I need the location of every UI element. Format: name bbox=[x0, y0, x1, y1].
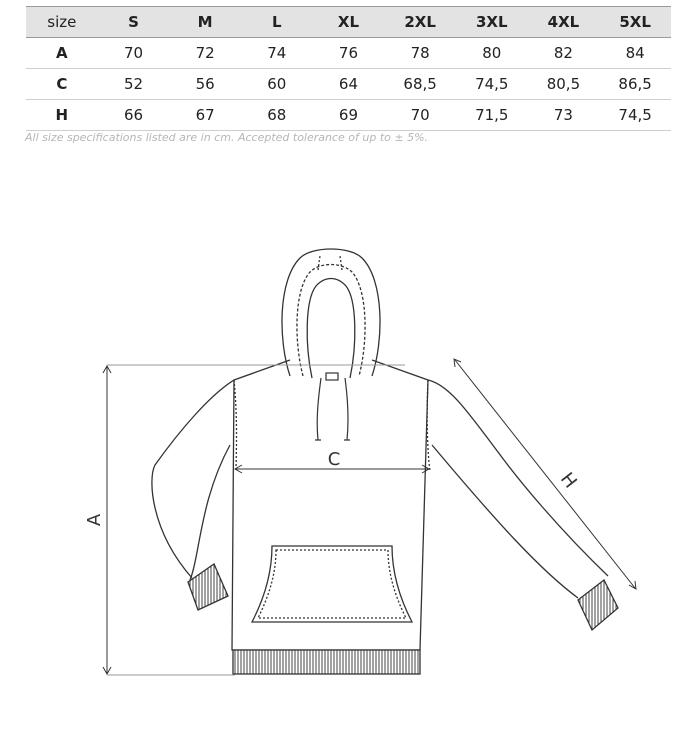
label-a: A bbox=[84, 513, 105, 527]
size-table bbox=[26, 6, 671, 131]
header-cell: L bbox=[241, 7, 313, 38]
table-cell: 56 bbox=[195, 75, 215, 93]
table-row bbox=[26, 38, 671, 69]
header-cell: 3XL bbox=[456, 7, 528, 38]
table-cell: 76 bbox=[338, 44, 358, 62]
table-cell: 70 bbox=[123, 44, 144, 62]
table-cell: 80 bbox=[482, 44, 502, 62]
left-cuff bbox=[188, 564, 228, 610]
table-row bbox=[26, 69, 671, 100]
measurement-h bbox=[454, 359, 636, 589]
kangaroo-pocket bbox=[252, 546, 412, 622]
header-cell: S bbox=[98, 7, 170, 38]
header-cell: 4XL bbox=[528, 7, 600, 38]
table-cell: H bbox=[55, 106, 69, 124]
table-cell: 82 bbox=[553, 44, 573, 62]
drawstrings bbox=[315, 373, 350, 440]
table-cell: 73 bbox=[553, 106, 573, 124]
table-cell: 66 bbox=[123, 106, 144, 124]
table-cell: 78 bbox=[410, 44, 430, 62]
table-cell: 80,5 bbox=[546, 75, 581, 93]
table-cell: 71,5 bbox=[475, 106, 509, 124]
header-cell: size bbox=[26, 7, 98, 38]
table-cell: C bbox=[56, 75, 68, 93]
table-cell: 74 bbox=[267, 44, 287, 62]
right-cuff bbox=[578, 580, 618, 630]
header-cell: XL bbox=[313, 7, 385, 38]
size-note: All size specifications listed are in cm. Accepted tolerance of up to ± 5%. bbox=[25, 131, 429, 144]
table-cell: 68 bbox=[267, 106, 287, 124]
hood bbox=[282, 249, 380, 378]
table-cell: 64 bbox=[338, 75, 358, 93]
header-cell: 2XL bbox=[384, 7, 456, 38]
table-cell: 72 bbox=[195, 44, 215, 62]
waistband bbox=[233, 650, 420, 674]
table-cell: 52 bbox=[123, 75, 144, 93]
table-cell: 70 bbox=[410, 106, 430, 124]
table-cell: 67 bbox=[195, 106, 215, 124]
table-header-row bbox=[26, 7, 671, 38]
measurement-a bbox=[103, 365, 405, 675]
table-cell: 74,5 bbox=[475, 75, 509, 93]
table-cell: 74,5 bbox=[618, 106, 652, 124]
header-cell: M bbox=[169, 7, 241, 38]
table-cell: 69 bbox=[338, 106, 358, 124]
table-cell: 60 bbox=[267, 75, 287, 93]
table-cell: 86,5 bbox=[618, 75, 652, 93]
table-cell: A bbox=[56, 44, 68, 62]
table-cell: 68,5 bbox=[403, 75, 437, 93]
label-c: C bbox=[327, 449, 341, 470]
label-h: H bbox=[555, 468, 581, 493]
header-cell: 5XL bbox=[599, 7, 671, 38]
hoodie-body bbox=[152, 360, 608, 650]
table-cell: 84 bbox=[625, 44, 645, 62]
hoodie-diagram bbox=[0, 230, 697, 700]
table-row bbox=[26, 100, 671, 131]
